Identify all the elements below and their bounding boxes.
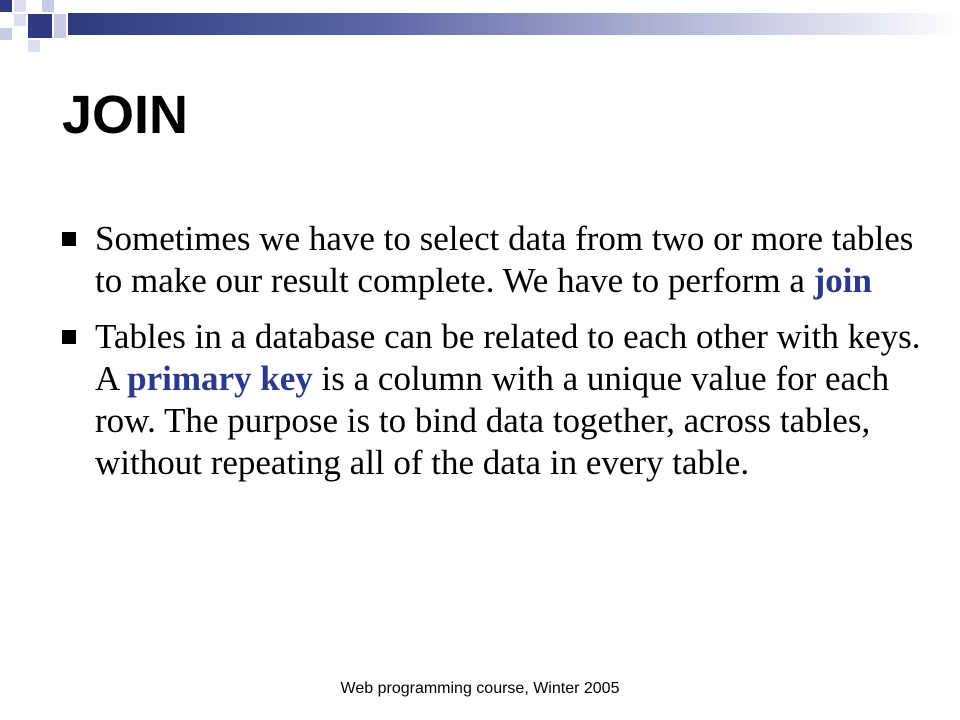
bullet-item xyxy=(62,316,922,484)
header-gradient-bar xyxy=(68,13,960,35)
header-square-decoration xyxy=(42,0,54,12)
bullet-item xyxy=(62,218,922,302)
highlighted-term-primary-key: primary key xyxy=(127,359,313,398)
header-square-decoration xyxy=(54,14,66,38)
bullet-text: is a column with a unique value for each row. The purpose is to bind data together, across tables, without repeating all of the data in every table. xyxy=(95,359,890,482)
bullet-list xyxy=(62,218,922,498)
header-square-decoration xyxy=(14,14,26,26)
header-square-decoration xyxy=(0,28,12,40)
slide-title: JOIN xyxy=(62,85,189,145)
highlighted-term-join: join xyxy=(813,261,873,300)
square-bullet-icon xyxy=(62,232,76,246)
square-bullet-icon xyxy=(62,330,76,344)
header-square-decoration xyxy=(14,0,26,12)
bullet-text: Tables in a database can be related to each other with keys. A xyxy=(95,317,921,398)
header-square-decoration xyxy=(28,14,52,38)
header-square-decoration xyxy=(28,40,40,52)
header-square-topleft-decoration xyxy=(0,0,12,12)
bullet-text: Sometimes we have to select data from two or more tables to make our result complete. We have to perform a xyxy=(95,219,914,300)
slide-footer: Web programming course, Winter 2005 xyxy=(340,680,620,697)
